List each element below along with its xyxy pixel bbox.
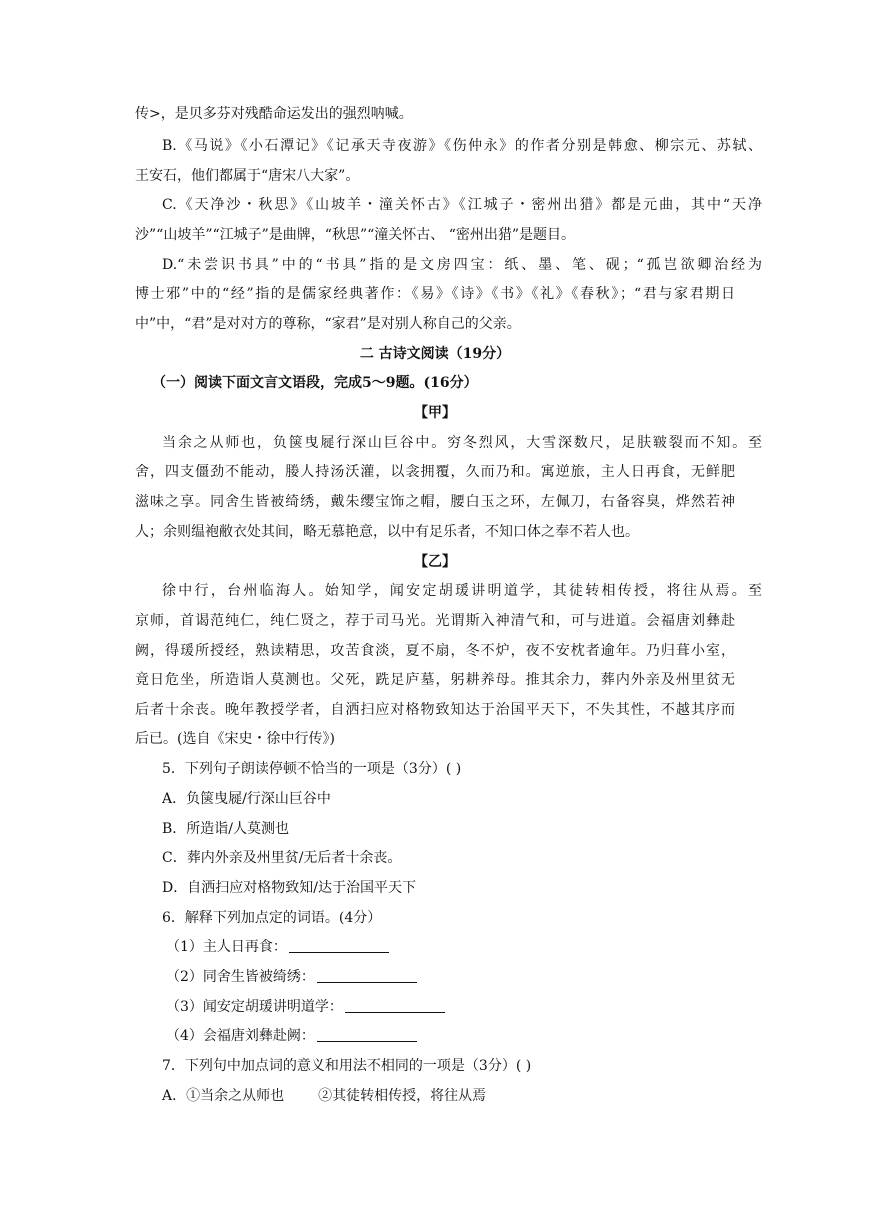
question-6-item-1 <box>166 932 726 962</box>
question-7-stem: 7．下列句中加点词的意义和用法不相同的一项是（3分）( ) <box>162 1058 532 1074</box>
option-a-part1: A．①当余之从师也 <box>162 1088 285 1104</box>
question-6-item-3 <box>166 992 726 1022</box>
passage-yi-line: 阙，得瑗所授经，熟读精思，攻苦食淡，夏不扇，冬不炉，夜不安枕者逾年。乃归葺小室， <box>135 643 735 659</box>
option-b-line1: B.《马说》《小石潭记》《记承天寺夜游》《伤仲永》的作者分别是韩愈、柳宗元、苏轼、 <box>162 138 762 154</box>
option-d-line2: 博士邪”中的“经”指的是儒家经典著作：《易》《诗》《书》《礼》《春秋》；“君与家君期日 <box>135 286 735 302</box>
option-c-line1: C.《天净沙・秋思》《山坡羊・潼关怀古》《江城子・密州出猎》都是元曲，其中“天净 <box>162 197 762 213</box>
question-6-item-2 <box>166 962 726 992</box>
question-5-option-c: C．葬内外亲及州里贫/无后者十余丧。 <box>162 850 402 866</box>
passage-jia-line: 人；余则缊袍敝衣处其间，略无慕艳意，以中有足乐者，不知口体之奉不若人也。 <box>135 524 639 540</box>
text-line: 传>，是贝多芬对残酷命运发出的强烈呐喊。 <box>135 106 413 122</box>
passage-jia-line: 当余之从师也，负箧曳屣行深山巨谷中。穷冬烈风，大雪深数尺，足肤皲裂而不知。至 <box>162 435 762 451</box>
item-label: （1）主人日再食： <box>166 939 287 955</box>
option-d-line1: D.“未尝识书具”中的“书具”指的是文房四宝：纸、墨、笔、砚；“孤岂欲卿治经为 <box>162 257 762 273</box>
passage-yi-heading: 【乙】 <box>414 554 456 570</box>
option-a-part2: ②其徒转相传授，将往从焉 <box>318 1088 487 1104</box>
answer-blank[interactable] <box>317 968 417 983</box>
passage-jia-line: 舍，四支僵劲不能动，媵人持汤沃灌，以衾拥覆，久而乃和。寓逆旅，主人日再食，无鲜肥 <box>135 464 735 480</box>
question-6-item-4 <box>166 1021 726 1051</box>
section-title: 二 古诗文阅读（19分） <box>359 346 511 362</box>
option-c-line2: 沙”“山坡羊”“江城子”是曲牌，“秋思”“潼关怀古、 “密州出猎”是题目。 <box>135 227 576 243</box>
question-7-option-a <box>162 1081 722 1111</box>
question-5-option-d: D．自洒扫应对格物致知/达于治国平天下 <box>162 880 416 896</box>
question-5-option-b: B．所造诣/人莫测也 <box>162 821 290 837</box>
section-subtitle: （一）阅读下面文言文语段，完成5～9题。(16分） <box>152 375 478 391</box>
answer-blank[interactable] <box>289 938 389 953</box>
passage-jia-heading: 【甲】 <box>414 405 456 421</box>
question-6-stem: 6．解释下列加点定的词语。(4分） <box>162 910 382 926</box>
passage-yi-source: 后已。(选自《宋史・徐中行传》) <box>135 731 335 747</box>
question-5-option-a: A．负箧曳屣/行深山巨谷中 <box>162 791 331 807</box>
item-label: （3）闻安定胡瑗讲明道学： <box>166 999 343 1015</box>
passage-yi-line: 竟日危坐，所造诣人莫测也。父死，跣足庐墓，躬耕养母。推其余力，葬内外亲及州里贫无 <box>135 672 735 688</box>
passage-yi-line: 京师，首谒范纯仁，纯仁贤之，荐于司马光。光谓斯入神清气和，可与进道。会福唐刘彝赴 <box>135 613 735 629</box>
answer-blank[interactable] <box>317 1027 417 1042</box>
item-label: （2）同舍生皆被绮绣： <box>166 969 315 985</box>
item-label: （4）会福唐刘彝赴阙： <box>166 1028 315 1044</box>
passage-yi-line: 后者十余丧。晚年教授学者，自洒扫应对格物致知达于治国平天下，不失其性，不越其序而 <box>135 702 735 718</box>
option-b-line2: 王安石，他们都属于“唐宋八大家”。 <box>135 168 360 184</box>
question-5-stem: 5．下列句子朗读停顿不恰当的一项是（3分）( ) <box>162 761 462 777</box>
passage-yi-line: 徐中行，台州临海人。始知学，闻安定胡瑗讲明道学，其徒转相传授，将往从焉。至 <box>162 583 762 599</box>
passage-jia-line: 滋味之享。同舍生皆被绮绣，戴朱缨宝饰之帽，腰白玉之环，左佩刀，右备容臭，烨然若神 <box>135 494 735 510</box>
option-d-line3: 中”中，“君”是对对方的尊称，“家君”是对别人称自己的父亲。 <box>135 316 521 332</box>
answer-blank[interactable] <box>345 998 445 1013</box>
